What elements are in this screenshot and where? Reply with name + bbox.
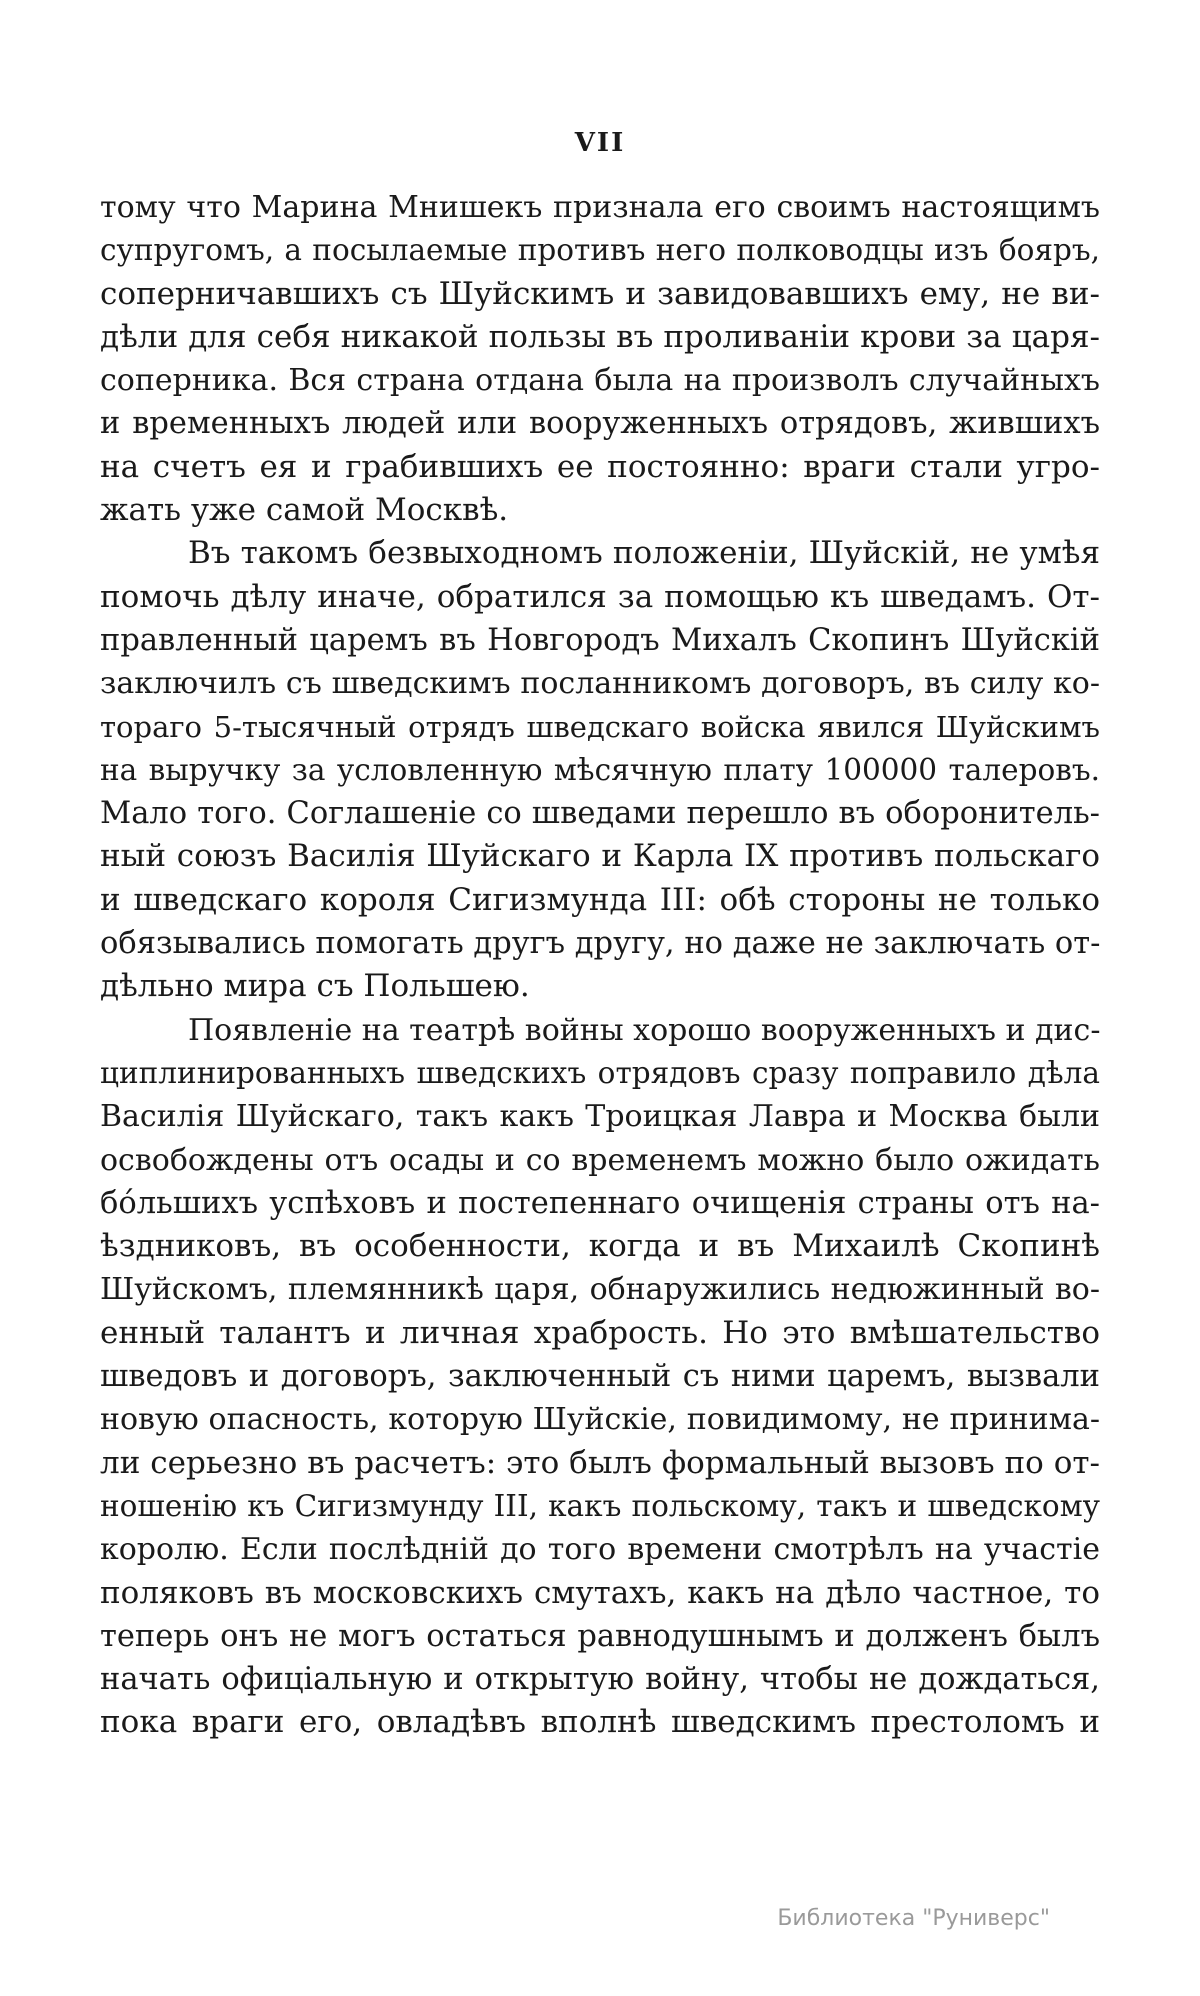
text-line: тому что Марина Мнишекъ признала его своимъ настоящимъ — [100, 190, 1100, 225]
text-line: королю. Если послѣдній до того времени смотрѣлъ на участіе — [100, 1532, 1100, 1568]
text-line: дѣльно мира съ Польшею. — [100, 968, 530, 1005]
text-line: Шуйскомъ, племянникѣ царя, обнаружились недюжинный во- — [100, 1272, 1100, 1308]
text-line: заключилъ съ шведскимъ посланникомъ договоръ, въ силу ко- — [100, 666, 1100, 702]
text-line: на выручку за условленную мѣсячную плату 100000 талеровъ. — [100, 752, 1100, 787]
text-line: поляковъ въ московскихъ смутахъ, какъ на дѣло частное, то — [100, 1574, 1100, 1611]
text-line: правленный царемъ въ Новгородъ Михалъ Скопинъ Шуйскій — [100, 622, 1100, 658]
library-watermark: Библиотека "Руниверс" — [777, 1906, 1050, 1931]
text-line: обязывались помогать другъ другу, но даже не заключать от- — [100, 926, 1100, 962]
text-line: пока враги его, овладѣвъ вполнѣ шведскимъ престоломъ и — [100, 1704, 1100, 1741]
text-line: бóльшихъ успѣховъ и постепеннаго очищенія страны отъ на- — [100, 1185, 1100, 1221]
paragraph — [100, 532, 1100, 1008]
text-line: теперь онъ не могъ остаться равнодушнымъ и долженъ былъ — [100, 1618, 1100, 1654]
text-line: соперничавшихъ съ Шуйскимъ и завидовавшихъ ему, не ви- — [100, 275, 1100, 312]
text-line: и временныхъ людей или вооруженныхъ отрядовъ, жившихъ — [100, 406, 1100, 442]
text-line: ношенію къ Сигизмунду III, какъ польскому, такъ и шведскому — [100, 1488, 1100, 1523]
text-line: шведовъ и договоръ, заключенный съ ними царемъ, вызвали — [100, 1359, 1100, 1395]
text-line: соперника. Вся страна отдана была на произволъ случайныхъ — [100, 363, 1100, 399]
text-line: Въ такомъ безвыходномъ положеніи, Шуйскій, не умѣя — [188, 535, 1100, 572]
text-line: жать уже самой Москвѣ. — [100, 492, 509, 529]
text-line: ѣздниковъ, въ особенности, когда и въ Михаилѣ Скопинѣ — [100, 1228, 1100, 1265]
body-text — [100, 186, 1100, 1745]
text-line: ный союзъ Василія Шуйскаго и Карла IX противъ польскаго — [100, 838, 1100, 875]
text-line: дѣли для себя никакой пользы въ проливаніи крови за царя- — [100, 318, 1100, 355]
text-line: циплинированныхъ шведскихъ отрядовъ сразу поправило дѣла — [100, 1055, 1100, 1090]
text-line: тораго 5-тысячный отрядъ шведскаго войска явился Шуйскимъ — [100, 709, 1100, 744]
text-line: Мало того. Соглашеніе со шведами перешло въ оборонитель- — [100, 796, 1100, 832]
text-line: Василія Шуйскаго, такъ какъ Троицкая Лавра и Москва были — [100, 1099, 1100, 1135]
text-line: и шведскаго короля Сигизмунда III: обѣ стороны не только — [100, 881, 1100, 918]
text-line: енный талантъ и личная храбрость. Но это вмѣшательство — [100, 1314, 1100, 1351]
text-line: начать офиціальную и открытую войну, чтобы не дождаться, — [100, 1662, 1100, 1698]
paragraph — [100, 186, 1100, 532]
text-line: освобождены отъ осады и со временемъ можно было ожидать — [100, 1142, 1100, 1178]
text-line: Появленіе на театрѣ войны хорошо вооруженныхъ и дис- — [188, 1012, 1100, 1048]
paragraph — [100, 1009, 1100, 1745]
text-line: ли серьезно въ расчетъ: это былъ формальный вызовъ по от- — [100, 1444, 1100, 1481]
text-line: супругомъ, а посылаемые противъ него полководцы изъ бояръ, — [100, 233, 1100, 268]
text-line: на счетъ ея и грабившихъ ее постоянно: враги стали угро- — [100, 448, 1100, 485]
text-line: новую опасность, которую Шуйскіе, повидимому, не принима- — [100, 1402, 1100, 1438]
page-number: VII — [574, 128, 626, 158]
text-line: помочь дѣлу иначе, обратился за помощью къ шведамъ. От- — [100, 578, 1100, 615]
